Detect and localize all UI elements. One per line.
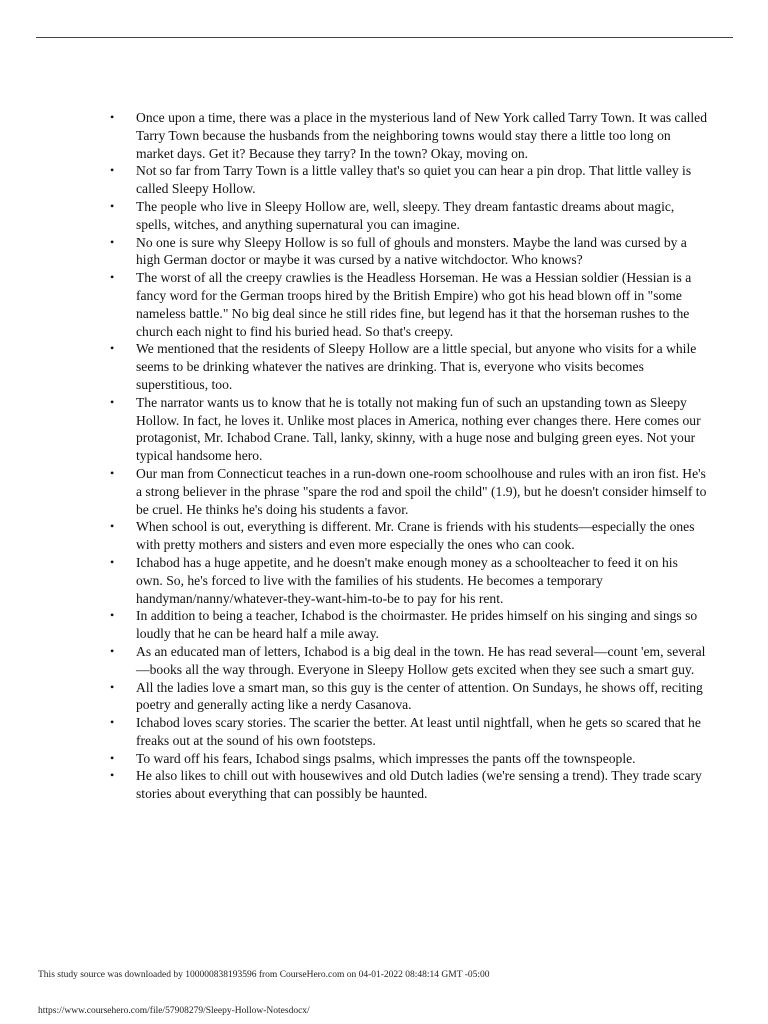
bullet-icon: • bbox=[110, 768, 115, 783]
list-item-text: The narrator wants us to know that he is totally not making fun of such an upstanding town as Sleepy Hollow. In fact, he loves it. Unlike most places in America, nothing ever changes there. Here comes our protagonist, Mr. Ichabod Crane. Tall, lanky, skinny, with a huge nose and bulging green eyes. Not your typical handsome hero. bbox=[136, 394, 701, 464]
list-item-text: We mentioned that the residents of Sleepy Hollow are a little special, but anyone who visits for a while seems to be drinking whatever the natives are drinking. That is, everyone who visits becomes superstitious, too. bbox=[136, 341, 697, 392]
list-item-text: The people who live in Sleepy Hollow are, well, sleepy. They dream fantastic dreams about magic, spells, witches, and anything supernatural you can imagine. bbox=[136, 198, 675, 232]
list-item-text: To ward off his fears, Ichabod sings psalms, which impresses the pants off the townspeople. bbox=[136, 750, 636, 766]
bullet-icon: • bbox=[110, 198, 115, 213]
list-item-text: All the ladies love a smart man, so this guy is the center of attention. On Sundays, he shows off, reciting poetry and generally acting like a nerdy Casanova. bbox=[136, 679, 703, 713]
list-item bbox=[108, 679, 708, 715]
bullet-icon: • bbox=[110, 679, 115, 694]
list-item bbox=[108, 340, 708, 393]
list-item-text: He also likes to chill out with housewives and old Dutch ladies (we're sensing a trend). They trade scary stories about everything that can possibly be haunted. bbox=[136, 768, 702, 802]
list-item bbox=[108, 234, 708, 270]
source-url-link[interactable]: https://www.coursehero.com/file/57908279/Sleepy-Hollow-Notesdocx/ bbox=[38, 1006, 310, 1016]
bullet-icon: • bbox=[110, 465, 115, 480]
list-item-text: Once upon a time, there was a place in the mysterious land of New York called Tarry Town. It was called Tarry Town because the husbands from the neighboring towns would stay there a little too long on market days. Get it? Because they tarry? In the town? Okay, moving on. bbox=[136, 110, 708, 161]
bullet-icon: • bbox=[110, 750, 115, 765]
list-item bbox=[108, 109, 708, 162]
list-item bbox=[108, 394, 708, 465]
list-item bbox=[108, 554, 708, 607]
list-item-text: Ichabod loves scary stories. The scarier the better. At least until nightfall, when he gets so scared that he freaks out at the sound of his own footsteps. bbox=[136, 715, 701, 748]
list-item-text: As an educated man of letters, Ichabod is a big deal in the town. He has read several—count 'em, several—books all the way through. Everyone in Sleepy Hollow gets excited when they see such a smart guy. bbox=[136, 643, 706, 677]
bullet-icon: • bbox=[110, 110, 115, 124]
bullet-icon: • bbox=[110, 715, 115, 730]
list-item bbox=[108, 767, 708, 803]
list-item-text: Ichabod has a huge appetite, and he doesn't make enough money as a schoolteacher to feed it on his own. So, he's forced to live with the families of his students. He becomes a temporary handyman/nanny/whatever-they-want-him-to-be to pay for his rent. bbox=[136, 554, 678, 606]
download-source-notice: This study source was downloaded by 100000838193596 from CourseHero.com on 04-01-2022 08:48:14 GMT -05:00 bbox=[38, 970, 490, 980]
list-item-text: No one is sure why Sleepy Hollow is so full of ghouls and monsters. Maybe the land was cursed by a high German doctor or maybe it was cursed by a native witchdoctor. Who knows? bbox=[136, 234, 687, 268]
list-item-text: When school is out, everything is different. Mr. Crane is friends with his students—especially the ones with pretty mothers and sisters and even more especially the ones who can cook. bbox=[136, 519, 695, 553]
bullet-icon: • bbox=[110, 394, 115, 409]
list-item bbox=[108, 465, 708, 518]
list-item bbox=[108, 714, 708, 750]
list-item bbox=[108, 162, 708, 198]
notes-bullet-list bbox=[108, 109, 708, 803]
bullet-icon: • bbox=[110, 234, 115, 249]
bullet-icon: • bbox=[110, 519, 115, 534]
list-item bbox=[108, 269, 708, 340]
bullet-icon: • bbox=[110, 554, 115, 569]
list-item-text: The worst of all the creepy crawlies is the Headless Horseman. He was a Hessian soldier (Hessian is a fancy word for the German troops hired by the British Empire) who got his head blown off in "some nameless battle." No big deal since he still rides fine, but legend has it that the horseman rushes to the church each night to find his buried head. So that's creepy. bbox=[136, 270, 692, 339]
list-item bbox=[108, 518, 708, 554]
list-item bbox=[108, 607, 708, 643]
bullet-icon: • bbox=[110, 163, 115, 178]
header-rule bbox=[36, 37, 733, 38]
list-item-text: Our man from Connecticut teaches in a run-down one-room schoolhouse and rules with an iron fist. He's a strong believer in the phrase "spare the rod and spoil the child" (1.9), but he doesn't consider himself to be cruel. He thinks he's doing his students a favor. bbox=[136, 465, 707, 517]
bullet-icon: • bbox=[110, 608, 115, 623]
list-item-text: In addition to being a teacher, Ichabod is the choirmaster. He prides himself on his singing and sings so loudly that he can be heard half a mile away. bbox=[136, 608, 698, 642]
list-item bbox=[108, 198, 708, 234]
bullet-icon: • bbox=[110, 270, 115, 285]
list-item-text: Not so far from Tarry Town is a little valley that's so quiet you can hear a pin drop. That little valley is called Sleepy Hollow. bbox=[136, 163, 692, 197]
list-item bbox=[108, 750, 708, 768]
bullet-icon: • bbox=[110, 341, 115, 356]
bullet-icon: • bbox=[110, 643, 115, 658]
list-item bbox=[108, 643, 708, 679]
